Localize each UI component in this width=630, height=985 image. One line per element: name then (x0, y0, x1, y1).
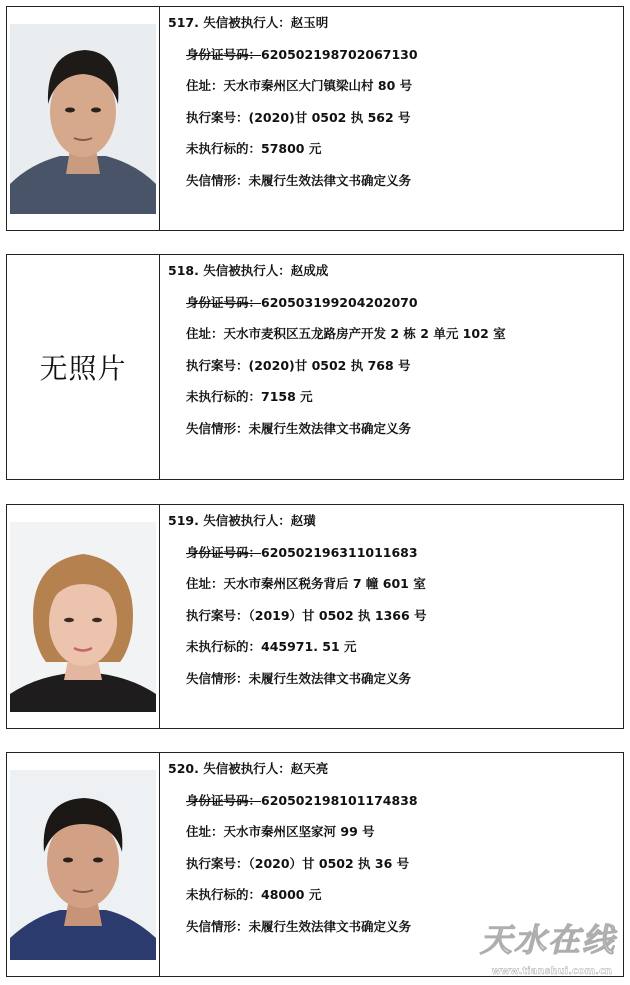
record-title: 519. 失信被执行人：赵璜 (168, 513, 316, 528)
case-number-row (168, 608, 623, 640)
record-info (160, 255, 623, 479)
address-row (168, 576, 623, 608)
default-status-label: 失信情形： (186, 420, 249, 436)
id-number-label: 身份证号码： (186, 792, 262, 808)
address-label: 住址： (186, 824, 224, 839)
case-number-value: (2020)甘 0502 执 768 号 (248, 357, 411, 373)
case-number-label: 执行案号： (186, 357, 249, 373)
address-value: 天水市秦州区大门镇梁山村 80 号 (223, 78, 413, 93)
default-status-value: 未履行生效法律文书确定义务 (248, 420, 412, 436)
photo-cell (7, 753, 160, 976)
unexecuted-amount-value: 48000 元 (261, 887, 322, 902)
record-title: 518. 失信被执行人：赵成成 (168, 263, 329, 278)
record-title: 517. 失信被执行人：赵玉明 (168, 15, 329, 30)
photo-cell (7, 7, 160, 230)
id-number-value: 620502198702067130 (261, 46, 418, 62)
case-number-label: 执行案号： (186, 607, 249, 623)
case-number-label: 执行案号： (186, 855, 249, 871)
id-number-value: 620502196311011683 (261, 544, 418, 560)
photo-cell (7, 255, 160, 479)
unexecuted-amount-value: 445971. 51 元 (261, 639, 357, 654)
id-number-row (168, 545, 623, 577)
photo-cell (7, 505, 160, 728)
person-photo (10, 24, 156, 214)
case-number-value: （2019）甘 0502 执 1366 号 (248, 607, 427, 623)
site-watermark (444, 911, 624, 979)
record-card-519 (6, 504, 624, 729)
default-status-value: 未履行生效法律文书确定义务 (248, 172, 412, 188)
record-info (160, 505, 623, 728)
case-number-row (168, 110, 623, 142)
watermark-logo-text: 天水在线 (479, 921, 616, 959)
unexecuted-amount-row (168, 141, 623, 173)
person-photo (10, 522, 156, 712)
unexecuted-amount-row (168, 389, 623, 421)
unexecuted-amount-label: 未执行标的： (186, 639, 262, 654)
default-status-label: 失信情形： (186, 172, 249, 188)
case-number-row (168, 358, 623, 390)
default-status-label: 失信情形： (186, 918, 249, 934)
id-number-value: 620503199204202070 (261, 294, 418, 310)
id-number-row (168, 47, 623, 79)
case-number-value: （2020）甘 0502 执 36 号 (248, 855, 410, 871)
record-title: 520. 失信被执行人：赵天亮 (168, 761, 329, 776)
unexecuted-amount-value: 57800 元 (261, 141, 322, 156)
address-label: 住址： (186, 78, 224, 93)
address-value: 天水市秦州区坚家河 99 号 (223, 824, 375, 839)
default-status-row (168, 421, 623, 453)
id-number-value: 620502198101174838 (261, 792, 418, 808)
id-number-row (168, 793, 623, 825)
default-status-label: 失信情形： (186, 670, 249, 686)
case-number-value: (2020)甘 0502 执 562 号 (248, 109, 411, 125)
unexecuted-amount-label: 未执行标的： (186, 887, 262, 902)
id-number-label: 身份证号码： (186, 294, 262, 310)
address-row (168, 78, 623, 110)
record-info (160, 7, 623, 230)
id-number-label: 身份证号码： (186, 544, 262, 560)
address-row (168, 326, 623, 358)
case-number-row (168, 856, 623, 888)
record-card-518 (6, 254, 624, 480)
address-value: 天水市秦州区税务背后 7 幢 601 室 (223, 576, 426, 591)
default-status-value: 未履行生效法律文书确定义务 (248, 918, 412, 934)
case-number-label: 执行案号： (186, 109, 249, 125)
address-row (168, 824, 623, 856)
address-value: 天水市麦积区五龙路房产开发 2 栋 2 单元 102 室 (223, 326, 506, 341)
id-number-label: 身份证号码： (186, 46, 262, 62)
default-status-value: 未履行生效法律文书确定义务 (248, 670, 412, 686)
watermark-url: www.tianshui.com.cn (491, 966, 612, 977)
unexecuted-amount-label: 未执行标的： (186, 141, 262, 156)
address-label: 住址： (186, 326, 224, 341)
default-status-row (168, 671, 623, 703)
unexecuted-amount-value: 7158 元 (261, 389, 313, 404)
no-photo-label: 无照片 (39, 352, 127, 385)
unexecuted-amount-row (168, 639, 623, 671)
default-status-row (168, 173, 623, 205)
address-label: 住址： (186, 576, 224, 591)
id-number-row (168, 295, 623, 327)
record-card-517 (6, 6, 624, 231)
person-photo (10, 770, 156, 960)
unexecuted-amount-label: 未执行标的： (186, 389, 262, 404)
